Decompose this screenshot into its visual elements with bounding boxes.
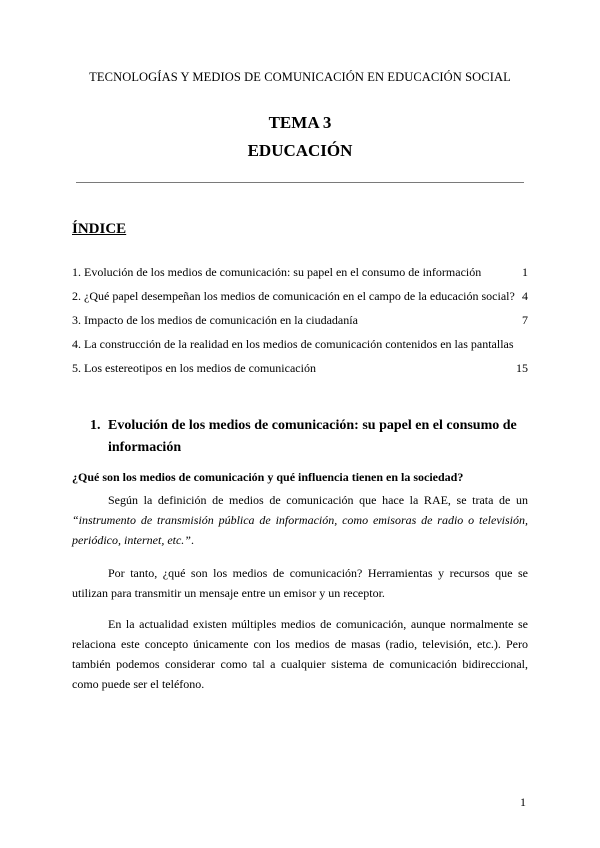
page-number: 1 — [520, 795, 526, 809]
topic-title: EDUCACIÓN — [247, 141, 353, 160]
table-of-contents — [72, 263, 528, 383]
topic-number: TEMA 3 — [268, 113, 332, 132]
paragraph-text: Según la definición de medios de comunicación que hace la RAE, se trata de un — [108, 493, 528, 507]
toc-item-4[interactable] — [72, 335, 528, 359]
toc-item-page: 4 — [522, 289, 528, 303]
toc-item-page: 15 — [516, 361, 528, 375]
toc-item-page: 7 — [522, 313, 528, 327]
toc-item-2[interactable] — [72, 287, 528, 311]
section-heading — [90, 415, 530, 459]
toc-item-text: 4. La construcción de la realidad en los medios de comunicación contenidos en las pantallas — [72, 337, 514, 351]
toc-item-page: 1 — [522, 265, 528, 279]
toc-item-3[interactable] — [72, 311, 528, 335]
toc-item-text: 2. ¿Qué papel desempeñan los medios de comunicación en el campo de la educación social? — [72, 289, 515, 303]
section-number: 1. — [90, 418, 101, 433]
toc-item-text: 3. Impacto de los medios de comunicación en la ciudadanía — [72, 313, 358, 327]
paragraph-text: En la actualidad existen múltiples medios de comunicación, aunque normalmente se relaciona este concepto únicamente con los medios de masas (radio, televisión, etc.). Pero también podemos considerar como tal a cualquier sistema de comunicación bidireccional, como puede ser el teléfono. — [72, 617, 528, 691]
toc-item-1[interactable] — [72, 263, 528, 287]
index-title: ÍNDICE — [72, 221, 127, 237]
paragraph-current — [72, 614, 528, 694]
toc-item-5[interactable] — [72, 359, 528, 383]
horizontal-divider — [76, 182, 524, 183]
paragraph-end: . — [190, 533, 194, 547]
section-title: Evolución de los medios de comunicación: su papel en el consumo de información — [108, 418, 517, 455]
paragraph-definition — [72, 490, 528, 550]
paragraph-text: Por tanto, ¿qué son los medios de comunicación? Herramientas y recursos que se utilizan para transmitir un mensaje entre un emisor y un receptor. — [72, 566, 528, 600]
subheading-question: ¿Qué son los medios de comunicación y qué influencia tienen en la sociedad? — [72, 470, 464, 484]
rae-quote: “instrumento de transmisión pública de información, como emisoras de radio o televisión, periódico, internet, etc.” — [72, 513, 528, 547]
toc-item-text: 1. Evolución de los medios de comunicación: su papel en el consumo de información — [72, 265, 482, 279]
paragraph-tools — [72, 563, 528, 603]
running-header: TECNOLOGÍAS Y MEDIOS DE COMUNICACIÓN EN EDUCACIÓN SOCIAL — [89, 70, 511, 84]
toc-item-text: 5. Los estereotipos en los medios de comunicación — [72, 361, 316, 375]
